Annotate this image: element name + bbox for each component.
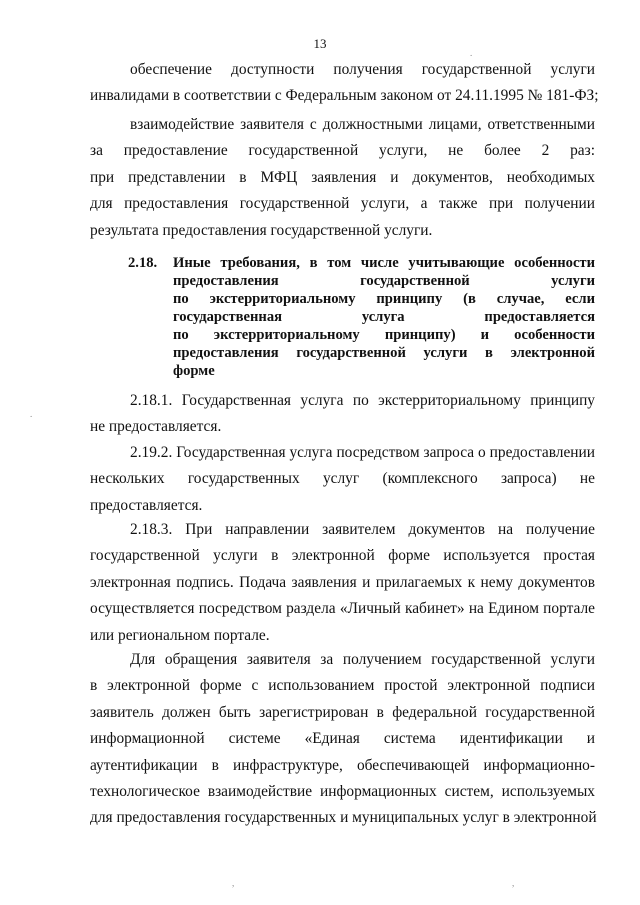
text-line: обеспечение доступности получения государственной услуги: [130, 61, 595, 78]
heading-line: Иные требования, в том числе учитывающие особенности: [173, 255, 595, 271]
scan-speck: ,: [232, 878, 235, 888]
scan-speck: .: [470, 48, 473, 58]
heading-line: предоставления государственной услуги: [173, 273, 595, 289]
section-number: 2.18.: [128, 255, 158, 271]
scan-speck: ,: [512, 878, 515, 888]
text-line: государственной услуги в электронной форме используется простая: [90, 547, 595, 565]
heading-line: форме: [173, 363, 215, 379]
text-line: Для обращения заявителя за получением государственной услуги: [130, 651, 595, 668]
text-line: при представлении в МФЦ заявления и документов, необходимых: [90, 168, 595, 186]
heading-line: предоставления государственной услуги в электронной: [173, 345, 595, 361]
text-line: для предоставления государственной услуги, а также при получении: [90, 195, 595, 213]
paragraph-accessibility: [90, 57, 599, 110]
text-line: в электронной форме с использованием простой электронной подписи: [90, 677, 595, 695]
text-line: результата предоставления государственной услуги.: [90, 221, 433, 239]
text-line: технологическое взаимодействие информационных систем, используемых: [90, 782, 595, 800]
text-line: инвалидами в соответствии с Федеральным законом от 24.11.1995 № 181-ФЗ;: [90, 87, 599, 105]
text-line: электронная подпись. Подача заявления и прилагаемых к нему документов: [90, 573, 595, 591]
text-line: или региональном портале.: [90, 626, 270, 644]
paragraph-2-18-1: [90, 388, 595, 441]
text-line: нескольких государственных услуг (комплексного запроса) не: [90, 470, 595, 488]
text-line: 2.19.2. Государственная услуга посредством запроса о предоставлении: [130, 444, 595, 461]
text-line: взаимодействие заявителя с должностными лицами, ответственными: [130, 116, 595, 133]
text-line: за предоставление государственной услуги, не более 2 раз:: [90, 142, 595, 160]
heading-line: по экстерриториальному принципу (в случае, если: [173, 291, 595, 307]
paragraph-2-18-3: [90, 517, 595, 649]
section-heading: [173, 254, 595, 380]
text-line: предоставляется.: [90, 496, 203, 514]
paragraph-electronic-signature: [90, 647, 595, 832]
heading-line: по экстерриториальному принципу) и особенности: [173, 327, 595, 343]
text-line: 2.18.1. Государственная услуга по экстерриториальному принципу: [130, 392, 595, 409]
text-line: аутентификации в инфраструктуре, обеспечивающей информационно-: [90, 756, 595, 774]
text-line: 2.18.3. При направлении заявителем документов на получение: [130, 521, 595, 538]
scan-speck: .: [30, 409, 33, 419]
paragraph-2-19-2: [90, 440, 595, 519]
paragraph-interaction: [90, 112, 595, 244]
text-line: для предоставления государственных и муниципальных услуг в электронной: [90, 809, 597, 827]
text-line: заявитель должен быть зарегистрирован в федеральной государственной: [90, 703, 595, 721]
text-line: не предоставляется.: [90, 418, 222, 436]
text-line: информационной системе «Единая система идентификации и: [90, 730, 595, 748]
page-number: 13: [313, 36, 327, 51]
heading-line: государственная услуга предоставляется: [173, 309, 595, 325]
text-line: осуществляется посредством раздела «Личный кабинет» на Едином портале: [90, 600, 595, 618]
